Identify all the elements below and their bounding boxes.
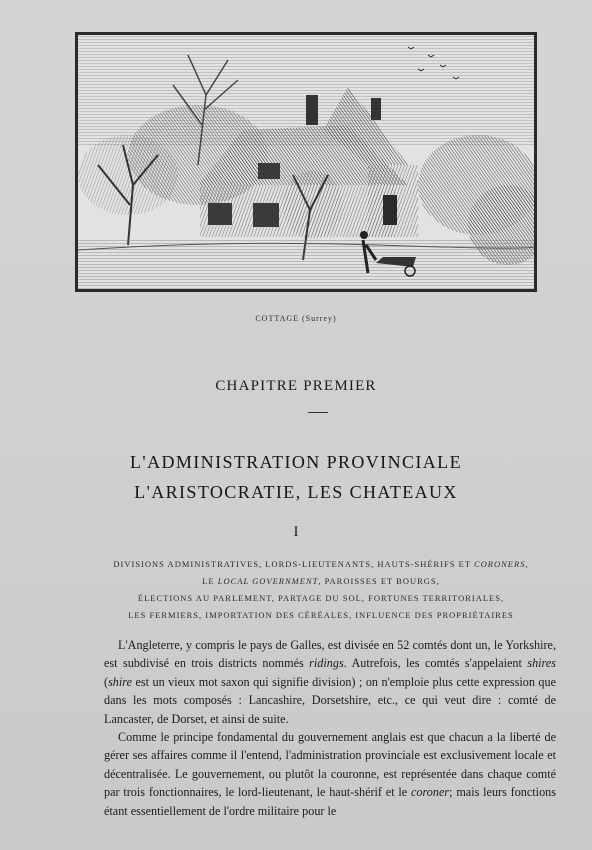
cottage-illustration [78,35,534,289]
chapter-title-line-1: L'ADMINISTRATION PROVINCIALE [130,452,462,472]
summary-text: LE [202,576,218,586]
chapter-rule [308,412,328,413]
summary-italic: CORONERS [474,559,526,569]
text-run: . Autrefois, les comtés s'appelaient [343,656,528,671]
chapter-title-line-2: L'ARISTOCRATIE, LES CHATEAUX [134,482,458,502]
summary-text: , PAROISSES ET BOURGS, [318,576,440,586]
paragraph-1 [104,636,556,728]
section-summary [86,556,556,624]
summary-line-3: ÉLECTIONS AU PARLEMENT, PARTAGE DU SOL, FORTUNES TERRITORIALES, [137,593,505,603]
chapter-label: CHAPITRE PREMIER [215,378,377,394]
italic-term: ridings [309,656,344,671]
summary-line-2 [86,573,556,590]
section-numeral: I [293,524,299,540]
italic-term: shire [108,674,132,689]
paragraph-2 [104,728,556,820]
text-run: L'Angleterre, y compris le pays de Galles, est divisée en 52 comtés dont un, le Yorkshire, est subdivisé en trois districts nommés [104,638,556,671]
cottage-engraving [75,32,537,292]
text-run: ; mais leurs fonctions étant essentiellement de l'ordre militaire pour le [104,785,557,818]
text-run: Comme le principe fondamental du gouvernement anglais est que chacun a la liberté de gérer ses affaires comme il l'entend, l'administration provinciale est exclusivement locale et décentralisée. Le gouvernement, ou plutôt la couronne, est représentée dans chaque comté par trois fonctionnaires, le lord-lieutenant, le haut-shérif et le [104,730,556,800]
figure-caption: COTTAGE (Surrey) [255,314,337,323]
body-text [104,636,556,820]
text-run: est un vieux mot saxon qui signifie division) ; on n'emploie plus cette expression que dans les mots composés : Lancashire, Dorsetshire, etc., ce qui veut dire : comté de Lancaster, de Dorset, et ainsi de suite. [104,674,556,726]
italic-term: coroner [411,785,450,800]
summary-line-1 [86,556,556,573]
italic-term: shires [527,656,556,671]
summary-text: , [525,559,529,569]
summary-line-4: LES FERMIERS, IMPORTATION DES CÉRÉALES, INFLUENCE DES PROPRIÉTAIRES [128,610,514,620]
summary-text: DIVISIONS ADMINISTRATIVES, LORDS-LIEUTENANTS, HAUTS-SHÉRIFS ET [113,559,474,569]
summary-italic: LOCAL GOVERNMENT [217,576,319,586]
text-run: ( [104,674,109,689]
